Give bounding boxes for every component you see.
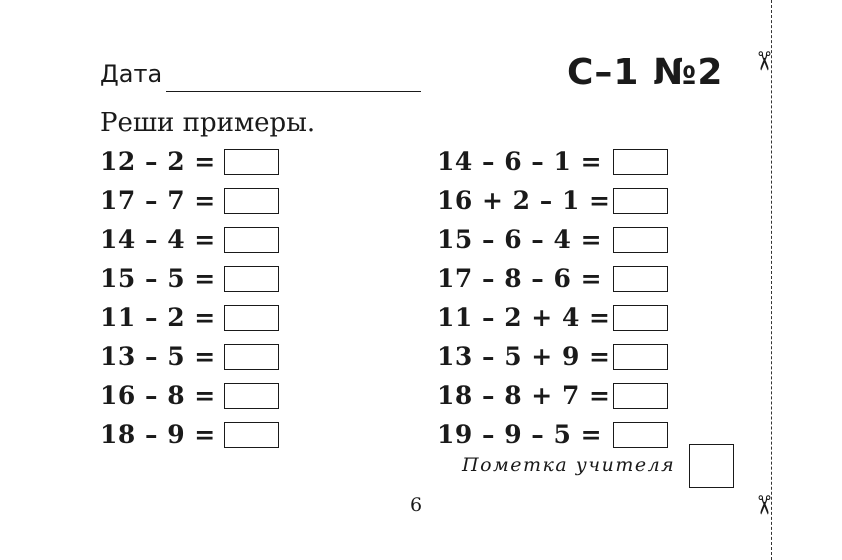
example-row	[437, 337, 668, 376]
example-expression: 17 – 8 – 6 =	[437, 264, 603, 293]
example-expression: 12 – 2 =	[100, 147, 216, 176]
example-row	[437, 415, 668, 454]
example-row	[100, 298, 279, 337]
answer-box[interactable]	[613, 383, 668, 409]
example-expression: 13 – 5 =	[100, 342, 216, 371]
example-row	[437, 142, 668, 181]
answer-box[interactable]	[224, 149, 279, 175]
example-expression: 18 – 8 + 7 =	[437, 381, 611, 410]
answer-box[interactable]	[613, 305, 668, 331]
example-row	[100, 415, 279, 454]
example-row	[437, 376, 668, 415]
answer-box[interactable]	[224, 383, 279, 409]
teacher-mark-box[interactable]	[689, 444, 734, 488]
example-expression: 17 – 7 =	[100, 186, 216, 215]
example-row	[437, 181, 668, 220]
page-title: С–1 №2	[567, 52, 724, 93]
example-row	[437, 220, 668, 259]
example-row	[100, 376, 279, 415]
example-expression: 14 – 6 – 1 =	[437, 147, 603, 176]
example-row	[100, 142, 279, 181]
example-expression: 16 + 2 – 1 =	[437, 186, 611, 215]
answer-box[interactable]	[224, 227, 279, 253]
answer-box[interactable]	[224, 422, 279, 448]
answer-box[interactable]	[613, 422, 668, 448]
example-expression: 11 – 2 =	[100, 303, 216, 332]
example-row	[100, 220, 279, 259]
answer-box[interactable]	[613, 344, 668, 370]
answer-box[interactable]	[224, 266, 279, 292]
teacher-note-label: Пометка учителя	[462, 454, 676, 476]
date-input-line[interactable]	[166, 91, 421, 92]
answer-box[interactable]	[613, 149, 668, 175]
answer-box[interactable]	[613, 266, 668, 292]
instruction-text: Реши примеры.	[100, 108, 316, 138]
scissors-icon: ✂	[747, 50, 778, 72]
example-expression: 13 – 5 + 9 =	[437, 342, 611, 371]
scissors-icon: ✂	[747, 494, 778, 516]
example-expression: 14 – 4 =	[100, 225, 216, 254]
example-expression: 18 – 9 =	[100, 420, 216, 449]
example-row	[100, 181, 279, 220]
example-row	[100, 337, 279, 376]
example-expression: 11 – 2 + 4 =	[437, 303, 611, 332]
answer-box[interactable]	[613, 188, 668, 214]
example-expression: 19 – 9 – 5 =	[437, 420, 603, 449]
example-expression: 16 – 8 =	[100, 381, 216, 410]
example-row	[100, 259, 279, 298]
answer-box[interactable]	[224, 344, 279, 370]
cut-line	[771, 0, 772, 560]
answer-box[interactable]	[224, 305, 279, 331]
right-examples-column	[437, 142, 668, 454]
page-number: 6	[410, 494, 423, 516]
date-label: Дата	[100, 60, 163, 88]
left-examples-column	[100, 142, 279, 454]
example-expression: 15 – 5 =	[100, 264, 216, 293]
example-row	[437, 298, 668, 337]
example-row	[437, 259, 668, 298]
answer-box[interactable]	[224, 188, 279, 214]
example-expression: 15 – 6 – 4 =	[437, 225, 603, 254]
answer-box[interactable]	[613, 227, 668, 253]
